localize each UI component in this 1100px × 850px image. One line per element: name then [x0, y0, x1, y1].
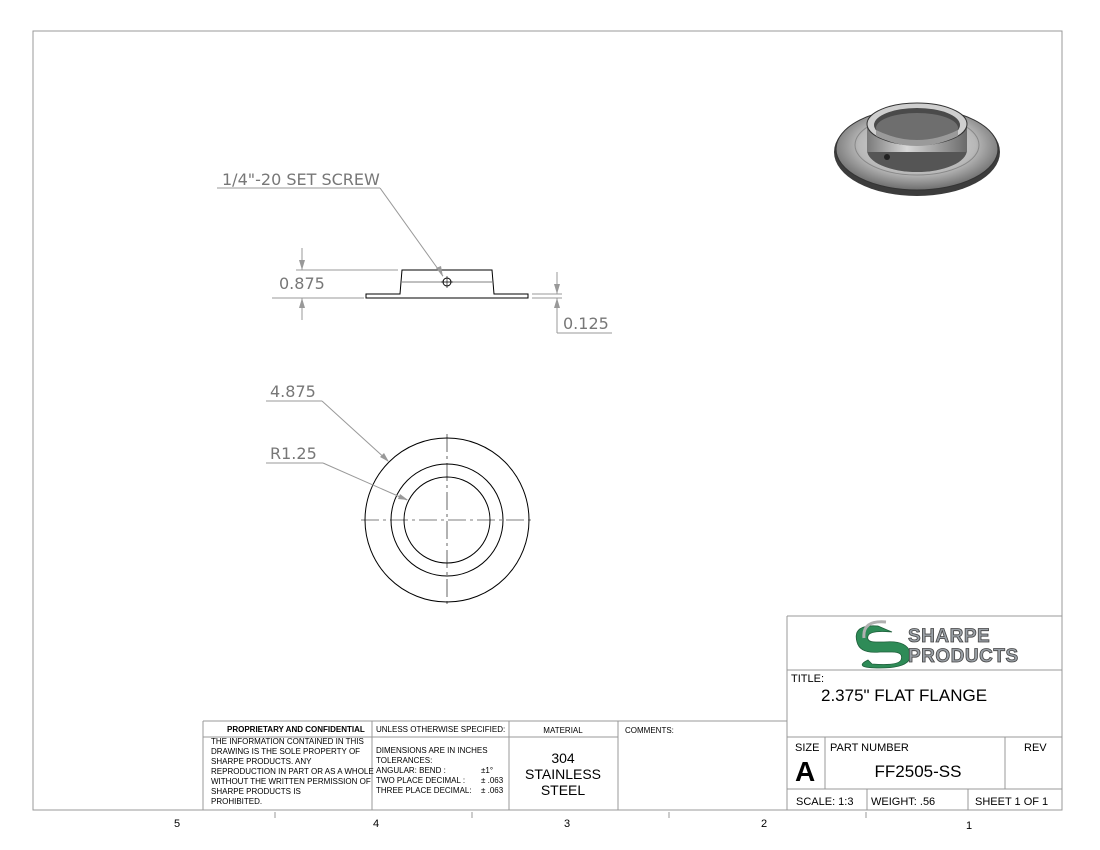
tolerance-row-value: ±1°: [481, 766, 494, 775]
material-line: 304: [551, 750, 575, 766]
proprietary-line: SHARPE PRODUCTS IS: [211, 787, 301, 796]
dimension-units: DIMENSIONS ARE IN INCHES: [376, 746, 488, 755]
proprietary-line: DRAWING IS THE SOLE PROPERTY OF: [211, 747, 361, 756]
proprietary-line: REPRODUCTION IN PART OR AS A WHOLE: [211, 767, 374, 776]
proprietary-line: WITHOUT THE WRITTEN PERMISSION OF: [211, 777, 371, 786]
company-logo: [856, 622, 1018, 668]
zone-label: 1: [965, 820, 973, 832]
zone-label: 5: [173, 818, 181, 830]
tolerance-row-value: ± .063: [481, 786, 504, 795]
height-dimension-value: 0.875: [279, 274, 325, 293]
radius-callout: R1.25: [270, 444, 317, 463]
part-number-value: FF2505-SS: [874, 762, 962, 781]
tolerance-row-value: ± .063: [481, 776, 504, 785]
zone-label: 2: [760, 818, 768, 830]
scale: SCALE: 1:3: [796, 796, 854, 808]
title-label: TITLE:: [791, 673, 825, 685]
size-value: A: [795, 756, 816, 787]
proprietary-line: PROHIBITED.: [211, 797, 263, 806]
size-label: SIZE: [795, 742, 820, 754]
radius-leader: [266, 463, 407, 500]
set-screw-callout: 1/4"-20 SET SCREW: [222, 170, 380, 189]
tolerance-heading: UNLESS OTHERWISE SPECIFIED:: [376, 725, 506, 734]
part-number-label: PART NUMBER: [830, 742, 909, 754]
zone-label: 4: [372, 818, 380, 830]
logo-line-2: PRODUCTS: [908, 646, 1019, 667]
proprietary-heading: PROPRIETARY AND CONFIDENTIAL: [227, 725, 365, 734]
diameter-callout: 4.875: [270, 382, 316, 401]
tolerances-label: TOLERANCES:: [376, 756, 433, 765]
logo-line-1: SHARPE: [908, 626, 991, 647]
sheet-number: SHEET 1 OF 1: [975, 796, 1049, 808]
zone-label: 3: [563, 818, 571, 830]
top-view: [365, 438, 529, 602]
proprietary-line: THE INFORMATION CONTAINED IN THIS: [211, 737, 364, 746]
material-line: STAINLESS: [525, 766, 601, 782]
tolerance-row-name: ANGULAR: BEND :: [376, 766, 446, 775]
proprietary-line: SHARPE PRODUCTS. ANY: [211, 757, 312, 766]
rev-label: REV: [1024, 742, 1047, 754]
drawing-title: 2.375" FLAT FLANGE: [821, 686, 988, 705]
thickness-dimension-value: 0.125: [563, 314, 609, 333]
isometric-view: [834, 103, 1000, 196]
side-view: [366, 270, 528, 298]
material-line: STEEL: [540, 782, 586, 798]
tolerance-row-name: TWO PLACE DECIMAL :: [376, 776, 466, 785]
zone-ticks: [275, 812, 866, 818]
comments-label: COMMENTS:: [625, 726, 674, 735]
set-screw-leader: [217, 188, 443, 276]
weight: WEIGHT: .56: [871, 796, 936, 808]
material-heading: MATERIAL: [543, 726, 583, 735]
tolerance-row-name: THREE PLACE DECIMAL:: [376, 786, 472, 795]
